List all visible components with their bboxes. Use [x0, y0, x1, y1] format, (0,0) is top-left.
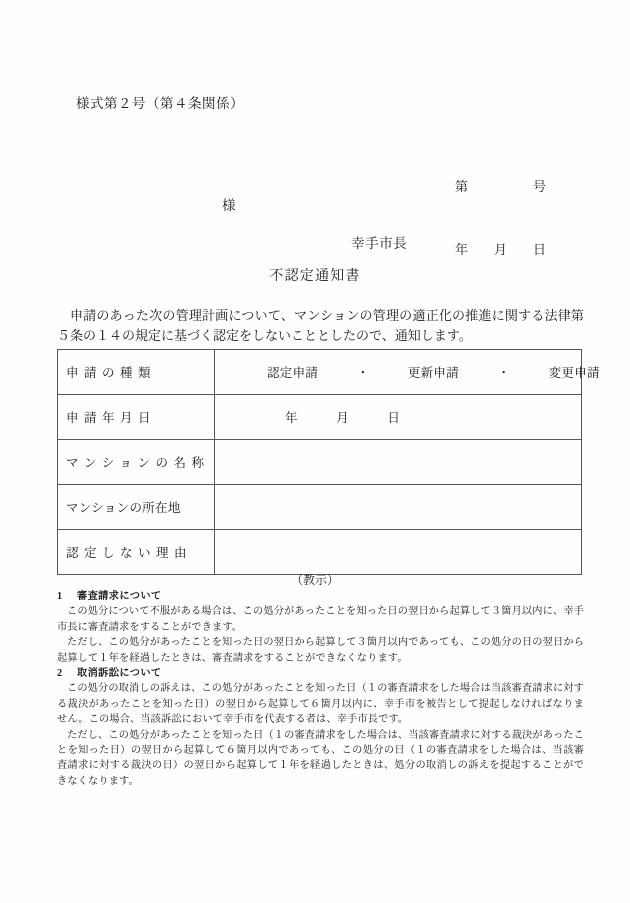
instruction-heading — [57, 589, 584, 604]
row-label: マンションの所在地 — [66, 501, 181, 515]
table-row — [58, 350, 582, 395]
form-number: 様式第２号（第４条関係） — [76, 96, 244, 111]
row-label: 認定しない理由 — [66, 546, 193, 560]
row-label-cell — [58, 395, 215, 440]
lead-paragraph: 申請のあった次の管理計画について、マンションの管理の適正化の推進に関する法律第５条の１４の規定に基づく認定をしないこととしたので、通知します。 — [57, 308, 584, 343]
row-value-cell[interactable] — [215, 440, 582, 485]
application-type-options: 認定申請 ・ 更新申請 ・ 変更申請 — [267, 366, 600, 380]
row-label-cell — [58, 440, 215, 485]
addressee-honorific: 様 — [222, 198, 236, 213]
instruction-title: 取消訴訟について — [77, 668, 162, 680]
row-label: 申請年月日 — [66, 411, 157, 425]
row-value-cell[interactable] — [215, 395, 582, 440]
table-row — [58, 395, 582, 440]
instruction-paragraph: ただし、この処分があったことを知った日の翌日から起算して３箇月以内であっても、この処分の日の翌日から起算して１年を経過したときは、審査請求をすることができなくなります。 — [57, 637, 584, 664]
table-body — [58, 350, 600, 575]
instruction-heading — [57, 666, 584, 681]
table-row — [58, 440, 582, 485]
instruction-title: 審査請求について — [77, 591, 162, 602]
row-label: マンションの名称 — [66, 456, 210, 470]
instruction-number: 2 — [57, 668, 63, 680]
application-details-table — [57, 349, 600, 575]
document-title: 不認定通知書 — [269, 269, 361, 284]
row-value-cell[interactable] — [215, 350, 600, 395]
row-label: 申請の種類 — [66, 366, 157, 380]
instruction-paragraph: この処分について不服がある場合は、この処分があったことを知った日の翌日から起算して３箇月以内に、幸手市長に審査請求をすることができます。 — [57, 606, 584, 633]
row-value-cell[interactable] — [215, 485, 582, 530]
document-date-line: 年 月 日 — [455, 242, 547, 257]
row-label-cell — [58, 530, 215, 575]
row-label-cell — [58, 485, 215, 530]
row-label-cell — [58, 350, 215, 395]
row-value-cell[interactable] — [215, 530, 582, 575]
instruction-paragraph: この処分の取消しの訴えは、この処分があったことを知った日（１の審査請求をした場合は当該審査請求に対する裁決があったことを知った日）の翌日から起算して６箇月以内に、幸手市を被告として提起しなければなりません。この場合、当該訴訟において幸手市を代表する者は、幸手市長です。 — [57, 683, 584, 726]
instructions-body — [57, 589, 584, 789]
table-row — [58, 485, 582, 530]
document-number-line: 第 号 — [455, 179, 547, 194]
row-value: 年 月 日 — [285, 411, 401, 425]
instructions-heading: （教示） — [290, 573, 339, 587]
instruction-paragraph: ただし、この処分があったことを知った日（１の審査請求をした場合は、当該審査請求に対する裁決があったことを知った日）の翌日から起算して６箇月以内であっても、この処分の日（１の審査請求をした場合は、当該審査請求に対する裁決の日）の翌日から起算して１年を経過したときは、処分の取消しの訴えを提起することができなくなります。 — [57, 729, 584, 787]
issuer-name: 幸手市長 — [351, 236, 408, 251]
instruction-number: 1 — [57, 591, 63, 602]
table-row — [58, 530, 582, 575]
